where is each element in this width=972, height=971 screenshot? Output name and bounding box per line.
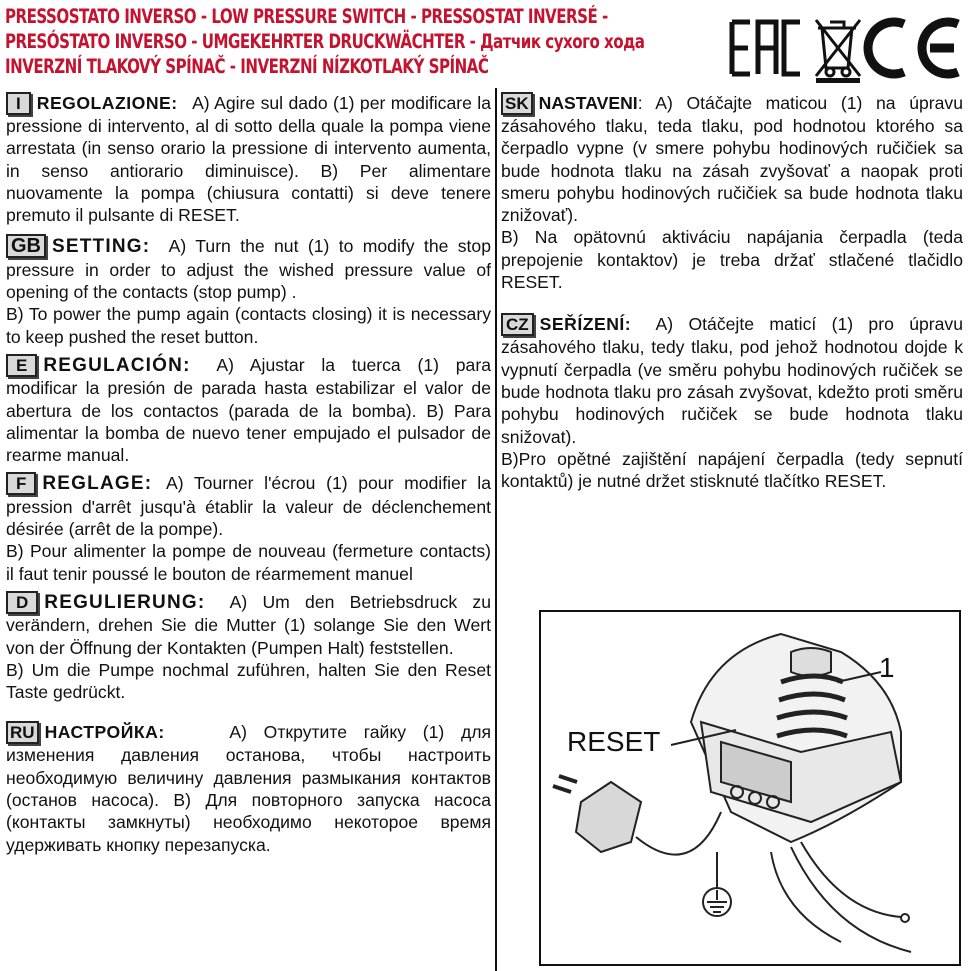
left-column [6,92,491,864]
section-heading: REGULACIÓN: [43,354,191,376]
section-english [6,234,491,347]
language-badge-fr: F [6,472,36,495]
language-badge-de: D [6,591,38,614]
section-text-b: B) Pour alimenter la pompe de nouveau (fermeture contacts) il faut tenir poussé le bouton de réarmement manuel [6,541,491,584]
ce-mark [868,22,958,74]
section-text-b: B) Um die Pumpe nochmal zuführen, halten Sie den Reset Taste gedrückt. [6,659,491,703]
section-heading: NASTAVENI [538,93,638,113]
section-spanish [6,354,491,466]
language-badge-it: I [6,92,31,115]
section-text: A) Otáčejte maticí (1) pro úpravu zásahového tlaku, tedy tlaku, pod jehož hodnotou dojde k vypnutí čerpadla (ve směru pohybu hodinových ručiček se bude hodnota tlaku pro zásah zvyšovat, kdežto proti směru pohybu hodinových ručiček se bude hodnota tlaku snižovat). [501,314,963,447]
section-text: A) Turn the nut (1) to modify the stop pressure in order to adjust the wished pressure value of opening of the contacts (stop pump) . [6,236,492,303]
section-text: A) Открутите гайку (1) для изменения давления останова, чтобы настроить необходимую величину давления размыкания контактов (останов насоса). B) Для повторного запуска насоса (контакты замкнуты) необходимо некоторое время удерживать кнопку перезапуска. [6,722,492,855]
reset-label: RESET [567,726,661,757]
title-line-3: INVERZNÍ TLAKOVÝ SPÍNAČ - INVERZNÍ NÍZKOTLAKÝ SPÍNAČ [5,55,489,78]
language-badge-sk: SK [501,92,533,115]
section-text: : A) Otáčajte maticou (1) na úpravu zásahového tlaku, teda tlaku, pod hodnotou ktorého sa čerpadlo vypne (v smere pohybu hodinových ručičiek sa bude hodnota tlaku na zásah zvyšovať a naopak proti smeru pohybu hodinových ručičiek sa bude hodnota tlaku znižovať). [501,93,963,226]
section-russian [6,721,491,855]
section-heading: SETTING: [52,236,151,258]
nut-number-label: 1 [879,652,895,683]
section-french [6,472,491,584]
section-heading: НАСТРОЙКА: [44,722,165,743]
section-heading: REGOLAZIONE: [36,93,178,113]
section-text-b: B) To power the pump again (contacts closing) it is necessary to keep pushed the reset button. [6,304,491,347]
certification-marks [726,6,964,84]
document-title [5,4,645,79]
section-text-b: B) Na opätovnú aktiváciu napájania čerpadla (teda prepojenie kontaktov) je treba držať stlačené tlačidlo RESET. [501,227,963,293]
section-heading: REGLAGE: [42,473,153,495]
section-text: A) Agire sul dado (1) per modificare la pressione di intervento, al di sotto della quale la pompa viene arrestata (in senso orario la pressione di intervento aumenta, in senso antiorario diminuisce). B) Per alimentare nuovamente la pompa (chiusura contatti) si deve tenere premuto il pulsante di RESET. [6,93,491,226]
section-italian [6,92,491,226]
eac-mark [732,22,800,74]
column-divider [495,88,497,971]
section-german [6,591,491,703]
language-badge-ru: RU [6,721,39,744]
language-badge-es: E [6,354,37,377]
pump-cable-1 [801,842,901,917]
power-cable [636,812,721,855]
language-badge-gb: GB [6,234,46,258]
right-column [501,92,963,500]
pressure-switch-drawing [541,612,959,964]
section-text-b: B)Pro opětné zajištění napájení čerpadla (tedy sepnutí kontaktů) je nutné držet stisknuté tlačítko RESET. [501,448,963,492]
section-czech [501,313,963,492]
section-heading: SEŘÍZENÍ: [539,314,632,335]
plug [576,782,641,852]
pressure-switch-figure [539,610,961,966]
section-text: A) Tourner l'écrou (1) pour modifier la pression d'arrêt jusqu'à établir la valeur de déclenchement désirée (arrêt de la pompe). [6,473,491,540]
title-line-2: PRESÓSTATO INVERSO - UMGEKEHRTER DRUCKWÄCHTER - Датчик сухого хода [5,30,645,53]
section-slovak [501,92,963,293]
weee-bin-icon [816,20,860,83]
section-text: A) Ajustar la tuerca (1) para modificar la presión de parada hasta estabilizar el valor de abertura de los contactos (parada de la bomba). B) Para alimentar la bomba de nuevo tener empujado el pulsador de rearme manual. [6,354,491,466]
section-heading: REGULIERUNG: [44,591,206,613]
language-badge-cz: CZ [501,313,534,336]
pump-cable-2 [771,852,841,942]
section-text: A) Um den Betriebsdruck zu verändern, drehen Sie die Mutter (1) solange Sie den Wert von der Öffnung der Kontakten (Pumpen Halt) feststellen. [6,591,491,658]
title-line-1: PRESSOSTATO INVERSO - LOW PRESSURE SWITCH - PRESSOSTAT INVERSÉ - [5,5,608,28]
adjustment-nut [791,648,831,676]
